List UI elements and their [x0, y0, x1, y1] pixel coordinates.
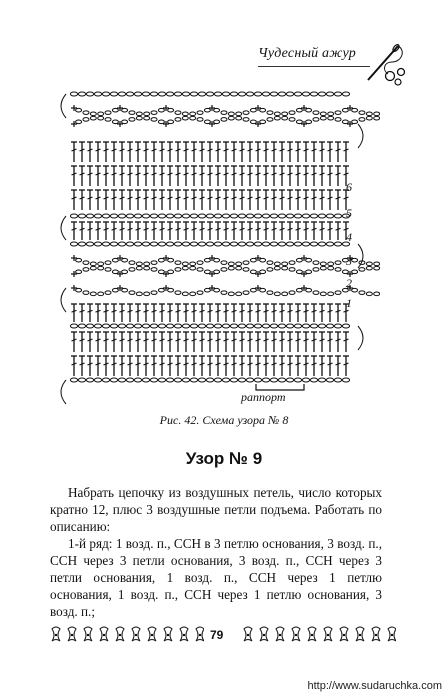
footer-ornament-right	[236, 625, 396, 645]
row-number-6: 6	[346, 180, 352, 194]
pattern-title: Узор № 9	[185, 449, 263, 468]
row-number-3: 3	[346, 254, 352, 268]
paragraph-row-1: 1-й ряд: 1 возд. п., ССН в 3 петлю основания, 3 возд. п., ССН через 3 петли основания, 3 возд. п., ССН через 3 петли основания, 1 возд. п., ССН через 1 петлю основания, 1 возд. п., ССН через 1 петлю основания, 3 возд. п.;	[50, 536, 382, 619]
header-rule	[258, 66, 370, 67]
footer-ornament-left	[44, 625, 204, 645]
needle-and-buttons-icon	[362, 40, 408, 86]
row-number-4: 4	[346, 230, 352, 244]
page-number: 79	[210, 628, 224, 642]
row-number-2: 2	[346, 276, 352, 290]
running-head: Чудесный ажур	[258, 46, 356, 61]
row-number-1: 1	[346, 296, 352, 310]
pattern-instructions	[50, 484, 382, 620]
crochet-chart	[60, 82, 380, 412]
paragraph-intro: Набрать цепочку из воздушных петель, число которых кратно 12, плюс 3 воздушные петли подъема. Работать по описанию:	[50, 485, 382, 534]
figure-caption: Рис. 42. Схема узора № 8	[159, 413, 289, 427]
watermark: http://www.sudaruchka.com	[307, 680, 442, 692]
row-number-5: 5	[346, 206, 352, 220]
repeat-label: раппорт	[241, 390, 286, 404]
